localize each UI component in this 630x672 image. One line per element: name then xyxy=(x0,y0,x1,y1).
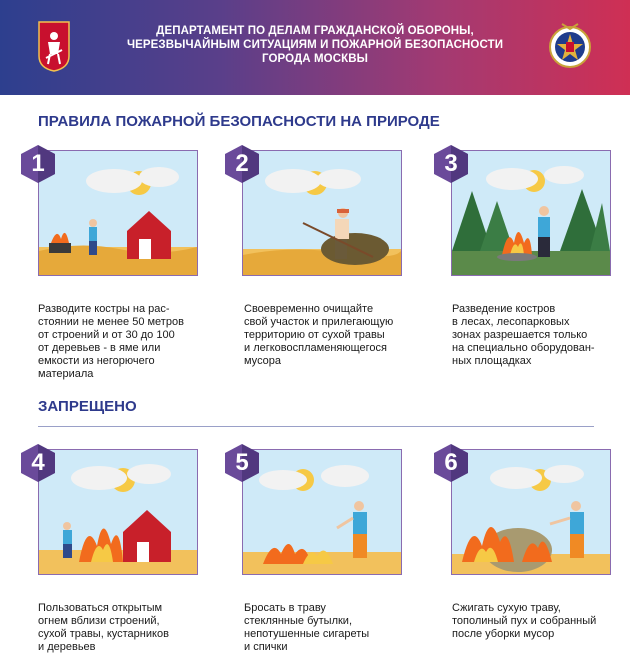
rule-card-1 xyxy=(18,144,198,274)
caption-line: Пользоваться открытым xyxy=(38,602,163,614)
step-number: 2 xyxy=(235,150,249,177)
step-badge xyxy=(18,443,58,483)
caption-line: непотушенные сигареты xyxy=(244,628,370,640)
caption-line: на специально оборудован- xyxy=(452,342,595,354)
caption-line: Сжигать сухую траву, xyxy=(452,602,561,614)
rules-section-title: ПРАВИЛА ПОЖАРНОЙ БЕЗОПАСНОСТИ НА ПРИРОДЕ xyxy=(38,113,440,130)
header-title-line: ДЕПАРТАМЕНТ ПО ДЕЛАМ ГРАЖДАНСКОЙ ОБОРОНЫ, xyxy=(156,25,474,37)
caption-line: стоянии не менее 50 метров xyxy=(38,316,184,328)
step-number: 5 xyxy=(235,449,249,476)
forbidden-card-6 xyxy=(431,443,611,573)
caption-line: Бросать в траву xyxy=(244,602,326,614)
forbidden-section-title: ЗАПРЕЩЕНО xyxy=(38,398,137,415)
forbidden-caption-6 xyxy=(452,602,630,641)
caption-line: от деревьев - в яме или xyxy=(38,342,161,354)
rule-card-3 xyxy=(431,144,611,274)
caption-line: стеклянные бутылки, xyxy=(244,615,353,627)
step-number: 4 xyxy=(31,449,45,476)
forbidden-card-4 xyxy=(18,443,198,573)
caption-line: свой участок и прилегающую xyxy=(244,316,394,328)
caption-line: Разведение костров xyxy=(452,303,556,315)
step-badge xyxy=(431,443,471,483)
step-badge xyxy=(222,144,262,184)
caption-line: после уборки мусор xyxy=(452,628,555,640)
rule-caption-3 xyxy=(452,303,630,368)
caption-line: зонах разрешается только xyxy=(452,329,588,341)
caption-line: и деревьев xyxy=(38,641,96,653)
step-number: 1 xyxy=(31,150,45,177)
caption-line: Своевременно очищайте xyxy=(244,303,374,315)
caption-line: в лесах, лесопарковых xyxy=(452,316,570,328)
header-title-line: ЧЕРЕЗВЫЧАЙНЫМ СИТУАЦИЯМ И ПОЖАРНОЙ БЕЗОПАСНОСТИ xyxy=(126,39,504,51)
moscow-coat-of-arms-icon xyxy=(38,20,70,72)
raking-dry-grass-illustration xyxy=(242,150,402,276)
campfire-in-pit-barn-illustration xyxy=(38,150,198,276)
throwing-bottles-illustration xyxy=(242,449,402,575)
forest-campfire-illustration xyxy=(451,150,611,276)
forbidden-caption-4 xyxy=(38,602,218,654)
step-number: 3 xyxy=(444,150,458,177)
caption-line: мусора xyxy=(244,355,282,367)
forbidden-card-5 xyxy=(222,443,402,573)
rule-caption-1 xyxy=(38,303,218,381)
caption-line: ных площадках xyxy=(452,355,532,367)
caption-line: тополиный пух и собранный xyxy=(452,615,597,627)
emergency-department-emblem-icon xyxy=(548,20,592,74)
header-title-line: ГОРОДА МОСКВЫ xyxy=(261,53,369,65)
caption-line: и легковоспламеняющегося xyxy=(244,342,387,354)
fire-near-barn-illustration xyxy=(38,449,198,575)
rule-card-2 xyxy=(222,144,402,274)
section-divider xyxy=(38,426,594,427)
caption-line: Разводите костры на рас- xyxy=(38,303,170,315)
burning-grass-pile-illustration xyxy=(451,449,611,575)
caption-line: территорию от сухой травы xyxy=(244,329,385,341)
header-banner xyxy=(0,0,630,95)
step-badge xyxy=(222,443,262,483)
rule-caption-2 xyxy=(244,303,424,368)
step-badge xyxy=(431,144,471,184)
header-title xyxy=(95,24,535,66)
step-badge xyxy=(18,144,58,184)
caption-line: огнем вблизи строений, xyxy=(38,615,160,627)
caption-line: от строений и от 30 до 100 xyxy=(38,329,175,341)
caption-line: сухой травы, кустарников xyxy=(38,628,169,640)
caption-line: и спички xyxy=(244,641,288,653)
step-number: 6 xyxy=(444,449,458,476)
forbidden-caption-5 xyxy=(244,602,424,654)
caption-line: емкости из негорючего xyxy=(38,355,155,367)
caption-line: материала xyxy=(38,368,94,380)
